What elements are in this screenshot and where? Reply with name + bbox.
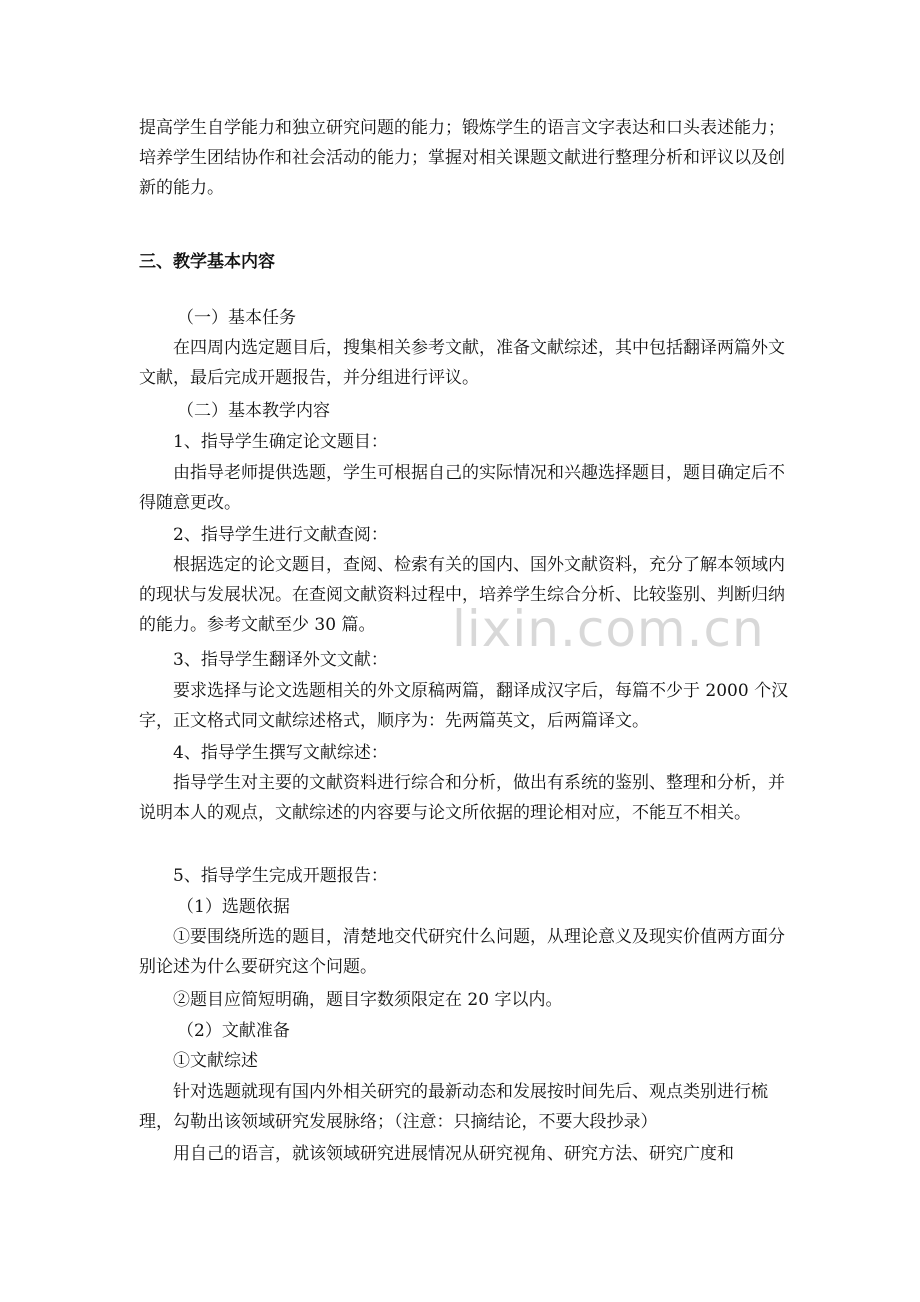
watermark: lixin.com.cn xyxy=(452,600,765,658)
item-5-title: 5、指导学生完成开题报告： xyxy=(173,866,388,886)
subsection-1-title: （一）基本任务 xyxy=(177,308,296,328)
item-1-title: 1、指导学生确定论文题目： xyxy=(173,432,388,452)
item-4-text: 指导学生对主要的文献资料进行综合和分析，做出有系统的鉴别、整理和分析，并说明本人的观点，文献综述的内容要与论文所依据的理论相对应，不能互不相关。 xyxy=(139,773,785,823)
item-2-title: 2、指导学生进行文献查阅： xyxy=(173,525,388,545)
item-5-subsection-2-title: （2）文献准备 xyxy=(177,1021,290,1041)
item-5-subsection-2-point-1: ①文献综述 xyxy=(173,1051,258,1071)
item-5-subsection-2-text-2: 用自己的语言，就该领域研究进展情况从研究视角、研究方法、研究广度和 xyxy=(173,1144,734,1164)
item-5-subsection-1-point-1: ①要围绕所选的题目，清楚地交代研究什么问题，从理论意义及现实价值两方面分别论述为什么要研究这个问题。 xyxy=(139,927,785,977)
item-5-subsection-2-text-1: 针对选题就现有国内外相关研究的最新动态和发展按时间先后、观点类别进行梳理，勾勒出该领域研究发展脉络；（注意：只摘结论，不要大段抄录） xyxy=(139,1082,768,1132)
item-1-text: 由指导老师提供选题，学生可根据自己的实际情况和兴趣选择题目，题目确定后不得随意更改。 xyxy=(139,463,785,513)
item-3-title: 3、指导学生翻译外文文献： xyxy=(173,650,388,670)
item-5-subsection-1-point-2: ②题目应简短明确，题目字数须限定在 20 字以内。 xyxy=(173,990,563,1010)
item-4-title: 4、指导学生撰写文献综述： xyxy=(173,743,388,763)
section-3-heading: 三、教学基本内容 xyxy=(139,252,275,272)
subsection-1-text: 在四周内选定题目后，搜集相关参考文献，准备文献综述，其中包括翻译两篇外文文献，最后完成开题报告，并分组进行评议。 xyxy=(139,338,785,388)
item-2-text: 根据选定的论文题目，查阅、检索有关的国内、国外文献资料，充分了解本领域内的现状与发展状况。在查阅文献资料过程中，培养学生综合分析、比较鉴别、判断归纳的能力。参考文献至少 30 篇。 xyxy=(139,555,785,635)
item-5-subsection-1-title: （1）选题依据 xyxy=(177,897,290,917)
intro-paragraph: 提高学生自学能力和独立研究问题的能力；锻炼学生的语言文字表达和口头表述能力；培养学生团结协作和社会活动的能力；掌握对相关课题文献进行整理分析和评议以及创新的能力。 xyxy=(139,118,785,198)
item-3-text: 要求选择与论文选题相关的外文原稿两篇，翻译成汉字后，每篇不少于 2000 个汉字，正文格式同文献综述格式，顺序为：先两篇英文，后两篇译文。 xyxy=(139,681,789,731)
subsection-2-title: （二）基本教学内容 xyxy=(177,401,330,421)
